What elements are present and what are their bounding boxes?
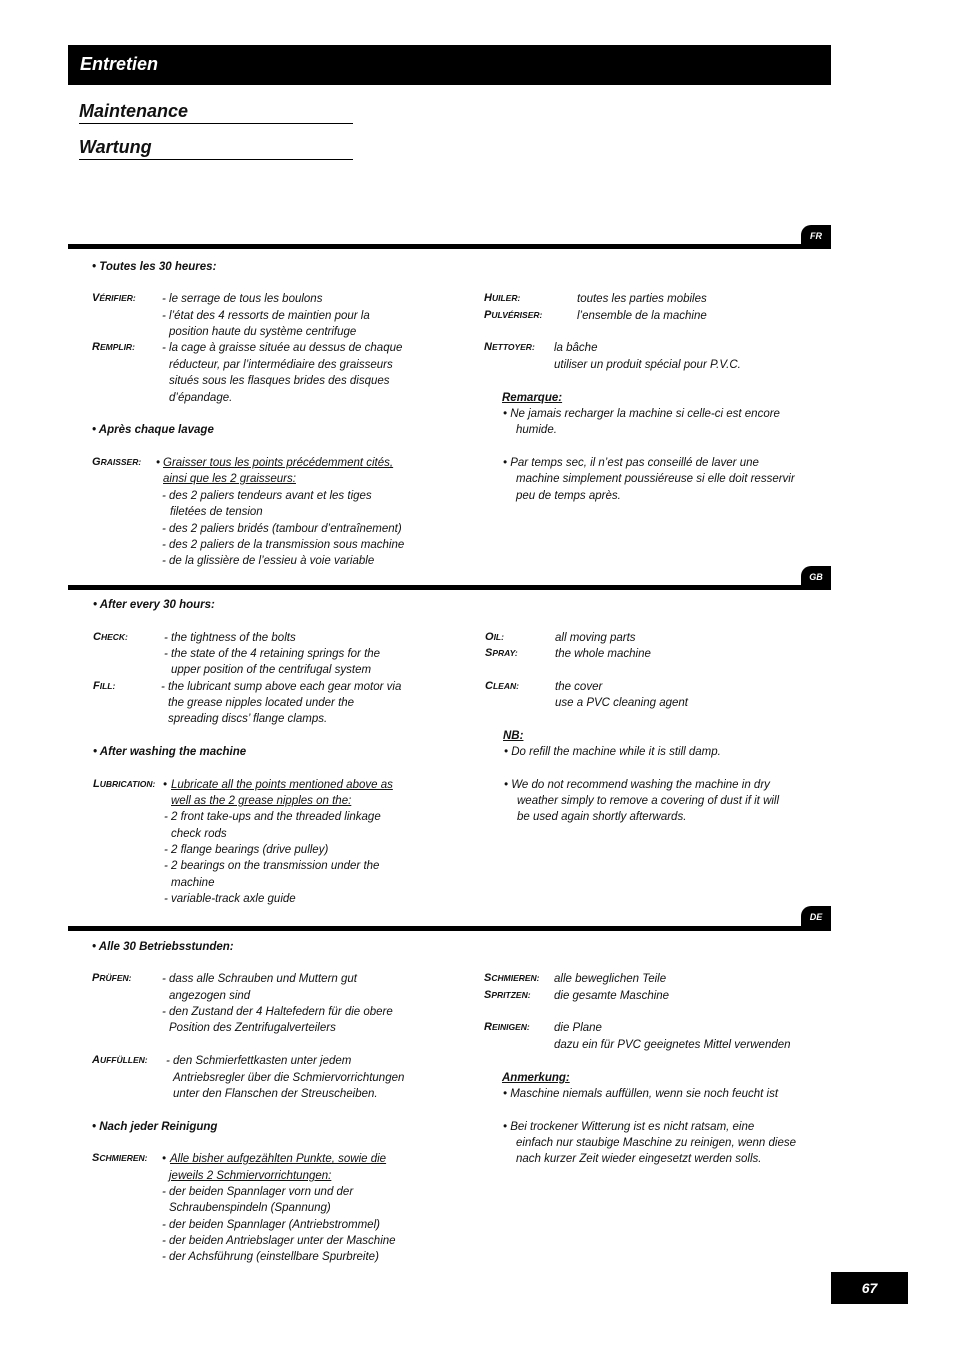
fr-verifier-line: position haute du système centrifuge: [169, 326, 357, 338]
de-pruefen-line: - dass alle Schrauben und Muttern gut: [162, 973, 357, 985]
de-note-line: nach kurzer Zeit wieder eingesetzt werden solls.: [516, 1153, 762, 1165]
fr-nettoyer-value: utiliser un produit spécial pour P.V.C.: [554, 359, 741, 371]
gb-note-line: • Do refill the machine while it is still damp.: [504, 746, 721, 758]
fr-graisser-line: - des 2 paliers de la transmission sous machine: [162, 539, 405, 551]
fr-verifier-line: - le serrage de tous les boulons: [162, 293, 323, 305]
de-schmieren-line: - der beiden Spannlager vorn und der: [162, 1186, 354, 1198]
gb-oil-label: OIL:: [485, 631, 504, 643]
lang-badge-fr: FR: [801, 225, 831, 247]
fr-note-line: humide.: [516, 424, 557, 436]
de-schmieren-line: - der beiden Spannlager (Antriebstrommel): [162, 1219, 380, 1231]
gb-after-wash-heading: • After washing the machine: [93, 746, 247, 758]
de-auffuellen-label: AUFFÜLLEN:: [92, 1054, 148, 1066]
de-reinigen-value: die Plane: [554, 1022, 602, 1034]
gb-lubrication-line: - 2 front take-ups and the threaded linkage: [164, 811, 381, 823]
de-schmieren2-value: alle beweglichen Teile: [554, 973, 667, 985]
de-schmieren-bullet: •: [162, 1153, 167, 1165]
gb-clean-value: use a PVC cleaning agent: [555, 697, 688, 709]
fr-verifier-line: - l’état des 4 ressorts de maintien pour la: [162, 310, 370, 322]
fr-pulveriser-value: l’ensemble de la machine: [577, 310, 707, 322]
fr-graisser-line: - des 2 paliers bridés (tambour d’entraînement): [162, 523, 402, 535]
de-spritzen-value: die gesamte Maschine: [554, 990, 670, 1002]
fr-huiler-label: HUILER:: [484, 292, 521, 304]
gb-lubrication-line: - variable-track axle guide: [164, 893, 296, 905]
fr-remplir-line: - la cage à graisse située au dessus de chaque: [162, 342, 403, 354]
fr-graisser-line: Graisser tous les points précédemment cités,: [163, 457, 394, 469]
de-schmieren-label: SCHMIEREN:: [92, 1152, 148, 1164]
de-schmieren-line: jeweils 2 Schmiervorrichtungen:: [169, 1170, 332, 1182]
header-bar: [68, 45, 831, 85]
subtitle-wartung: Wartung: [79, 136, 353, 160]
fr-note-line: machine simplement poussiéreuse si elle doit resservir: [516, 473, 795, 485]
gb-lubrication-line: - 2 bearings on the transmission under the: [164, 860, 380, 872]
gb-lubrication-line: - 2 flange bearings (drive pulley): [164, 844, 329, 856]
gb-lubrication-bullet: •: [163, 779, 168, 791]
de-pruefen-line: - den Zustand der 4 Haltefedern für die obere: [162, 1006, 393, 1018]
fr-note-line: • Ne jamais recharger la machine si celle-ci est encore: [503, 408, 780, 420]
fr-remplir-line: situés sous les flasques brides des disques: [169, 375, 390, 387]
fr-graisser-line: filetées de tension: [170, 506, 263, 518]
gb-fill-line: the grease nipples located under the: [168, 697, 355, 709]
fr-graisser-label: GRAISSER:: [92, 456, 142, 468]
de-frequency-heading: • Alle 30 Betriebsstunden:: [92, 941, 234, 953]
lang-badge-gb: GB: [801, 566, 831, 588]
gb-clean-label: CLEAN:: [485, 680, 519, 692]
de-auffuellen-line: - den Schmierfettkasten unter jedem: [166, 1055, 352, 1067]
gb-oil-value: all moving parts: [555, 632, 636, 644]
fr-nettoyer-label: NETTOYER:: [484, 341, 535, 353]
de-note-line: • Maschine niemals auffüllen, wenn sie noch feucht ist: [503, 1088, 779, 1100]
gb-nb-heading: NB:: [503, 730, 524, 742]
gb-clean-value: the cover: [555, 681, 603, 693]
section-divider-gb: [68, 585, 831, 590]
page-number: 67: [831, 1272, 908, 1304]
gb-note-line: weather simply to remove a covering of dust if it will: [517, 795, 780, 807]
fr-remplir-line: d’épandage.: [169, 392, 233, 404]
gb-check-label: CHECK:: [93, 631, 128, 643]
page-title: Entretien: [80, 54, 159, 74]
de-auffuellen-line: unter den Flanschen der Streuscheiben.: [173, 1088, 378, 1100]
de-pruefen-line: Position des Zentrifugalverteilers: [169, 1022, 336, 1034]
de-pruefen-line: angezogen sind: [169, 990, 251, 1002]
gb-lubrication-line: machine: [171, 877, 215, 889]
subtitle-maintenance: Maintenance: [79, 100, 353, 124]
section-divider-de: [68, 926, 831, 931]
gb-fill-line: spreading discs’ flange clamps.: [168, 713, 328, 725]
fr-graisser-line: ainsi que les 2 graisseurs:: [163, 473, 296, 485]
section-divider-fr: [68, 244, 831, 249]
gb-check-line: - the state of the 4 retaining springs for the: [164, 648, 381, 660]
de-schmieren-line: - der beiden Antriebslager unter der Maschine: [162, 1235, 396, 1247]
fr-graisser-line: - de la glissière de l’essieu à voie variable: [162, 555, 375, 567]
gb-spray-label: SPRAY:: [485, 647, 518, 659]
de-auffuellen-line: Antriebsregler über die Schmiervorrichtungen: [173, 1072, 405, 1084]
gb-note-line: • We do not recommend washing the machine in dry: [504, 779, 770, 791]
gb-lubrication-line: check rods: [171, 828, 227, 840]
gb-fill-line: - the lubricant sump above each gear motor via: [161, 681, 402, 693]
fr-note-line: • Par temps sec, il n’est pas conseillé de laver une: [503, 457, 759, 469]
gb-lubrication-line: Lubricate all the points mentioned above as: [171, 779, 393, 791]
de-spritzen-label: SPRITZEN:: [484, 989, 531, 1001]
fr-nettoyer-value: la bâche: [554, 342, 598, 354]
fr-pulveriser-label: PULVÉRISER:: [484, 309, 543, 321]
de-after-wash-heading: • Nach jeder Reinigung: [92, 1121, 218, 1133]
lang-badge-de: DE: [801, 906, 831, 928]
de-pruefen-label: PRÜFEN:: [92, 972, 132, 984]
de-schmieren-line: Schraubenspindeln (Spannung): [169, 1202, 331, 1214]
fr-graisser-line: - des 2 paliers tendeurs avant et les tiges: [162, 490, 372, 502]
de-schmieren2-label: SCHMIEREN:: [484, 972, 540, 984]
gb-fill-label: FILL:: [93, 680, 116, 692]
fr-after-wash-heading: • Après chaque lavage: [92, 424, 214, 436]
gb-note-line: be used again shortly afterwards.: [517, 811, 687, 823]
gb-spray-value: the whole machine: [555, 648, 651, 660]
fr-note-line: peu de temps après.: [516, 490, 621, 502]
fr-remarque-heading: Remarque:: [502, 392, 563, 404]
gb-frequency-heading: • After every 30 hours:: [93, 599, 215, 611]
gb-check-line: - the tightness of the bolts: [164, 632, 296, 644]
de-note-line: • Bei trockener Witterung ist es nicht ratsam, eine: [503, 1121, 755, 1133]
gb-check-line: upper position of the centrifugal system: [171, 664, 372, 676]
fr-huiler-value: toutes les parties mobiles: [577, 293, 707, 305]
fr-frequency-heading: • Toutes les 30 heures:: [92, 261, 217, 273]
gb-lubrication-line: well as the 2 grease nipples on the:: [171, 795, 352, 807]
de-reinigen-label: REINIGEN:: [484, 1021, 530, 1033]
de-anmerkung-heading: Anmerkung:: [502, 1072, 570, 1084]
de-note-line: einfach nur staubige Maschine zu reinigen, wenn diese: [516, 1137, 797, 1149]
fr-graisser-bullet: •: [156, 457, 161, 469]
fr-remplir-label: REMPLIR:: [92, 341, 135, 353]
fr-remplir-line: réducteur, par l’intermédiaire des graisseurs: [169, 359, 393, 371]
de-schmieren-line: - der Achsführung (einstellbare Spurbreite): [162, 1251, 379, 1263]
de-reinigen-value: dazu ein für PVC geeignetes Mittel verwenden: [554, 1039, 791, 1051]
fr-verifier-label: VÉRIFIER:: [92, 292, 136, 304]
gb-lubrication-label: LUBRICATION:: [93, 778, 156, 790]
de-schmieren-line: Alle bisher aufgezählten Punkte, sowie die: [170, 1153, 387, 1165]
